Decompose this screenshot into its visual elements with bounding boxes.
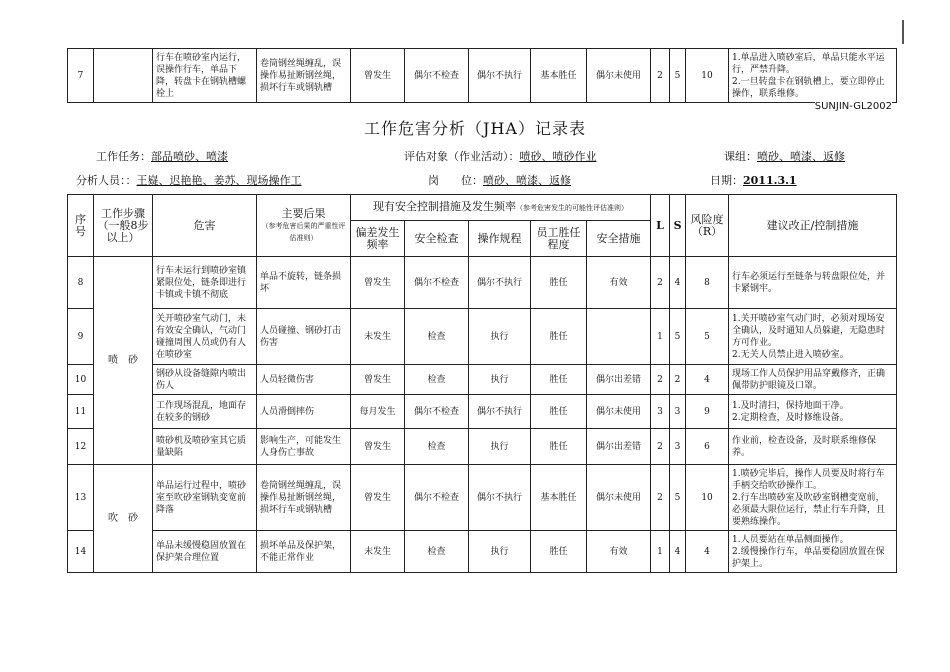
hazard-cell: 工作现场混乱，地面存在较多的钢砂 bbox=[153, 395, 257, 429]
page-title: 工作危害分析（JHA）记录表 bbox=[364, 119, 586, 138]
s-value: 3 bbox=[670, 395, 686, 429]
hazard-cell: 单品未缓慢稳固放置在保护架合理位置 bbox=[153, 531, 257, 573]
previous-page-table bbox=[67, 48, 897, 103]
l-value: 2 bbox=[651, 365, 670, 395]
analyst-label: 分析人员：： bbox=[76, 174, 137, 187]
team-value: 喷砂、喷漆、返修 bbox=[757, 150, 845, 163]
s-value: 5 bbox=[670, 49, 686, 103]
task-info bbox=[96, 148, 228, 164]
consequence-cell: 损坏单品及保护架，不能正常作业 bbox=[257, 531, 351, 573]
row-number: 13 bbox=[68, 465, 94, 531]
inspection-cell: 检查 bbox=[405, 309, 469, 365]
target-info bbox=[404, 148, 597, 164]
measures-cell: 偶尔未使用 bbox=[587, 395, 651, 429]
header-consequence bbox=[257, 195, 351, 257]
s-value: 4 bbox=[670, 257, 686, 309]
s-value: 5 bbox=[670, 465, 686, 531]
post-label: 岗 位： bbox=[428, 174, 483, 187]
table-row bbox=[68, 465, 897, 531]
measures-cell: 偶尔出差错 bbox=[587, 429, 651, 465]
competence-cell: 基本胜任 bbox=[531, 465, 587, 531]
row-number: 12 bbox=[68, 429, 94, 465]
header-suggestion: 建议改正/控制措施 bbox=[729, 195, 897, 257]
date-info bbox=[710, 172, 797, 188]
team-info bbox=[724, 148, 845, 164]
measures-cell: 有效 bbox=[587, 531, 651, 573]
jha-table bbox=[67, 194, 897, 573]
table-row bbox=[68, 309, 897, 365]
row-number: 8 bbox=[68, 257, 94, 309]
inspection-cell: 检查 bbox=[405, 429, 469, 465]
header-controls-note: （参考危害发生的可能性评估准则） bbox=[516, 204, 629, 212]
frequency-cell: 未发生 bbox=[351, 309, 405, 365]
r-value: 6 bbox=[686, 429, 729, 465]
task-label: 工作任务： bbox=[96, 150, 151, 163]
frequency-cell: 曾发生 bbox=[351, 49, 405, 103]
target-value: 喷砂、喷砂作业 bbox=[519, 150, 597, 163]
r-value: 8 bbox=[686, 257, 729, 309]
consequence-cell: 单品不旋转，链条损坏 bbox=[257, 257, 351, 309]
measures-cell: 偶尔未使用 bbox=[587, 465, 651, 531]
s-value: 3 bbox=[670, 429, 686, 465]
page-edge-mark bbox=[894, 20, 904, 44]
header-hazard: 危害 bbox=[153, 195, 257, 257]
row-number: 7 bbox=[68, 49, 94, 103]
hazard-cell: 喷砂机及喷砂室其它质量缺陷 bbox=[153, 429, 257, 465]
row-number: 14 bbox=[68, 531, 94, 573]
procedure-cell: 执行 bbox=[469, 531, 531, 573]
competence-cell: 胜任 bbox=[531, 429, 587, 465]
header-measures: 安全措施 bbox=[587, 221, 651, 257]
competence-cell: 胜任 bbox=[531, 395, 587, 429]
suggestion-cell: 1.人员要站在单品侧面操作。 2.缓慢操作行车，单品要稳固放置在保护架上。 bbox=[729, 531, 897, 573]
inspection-cell: 检查 bbox=[405, 531, 469, 573]
inspection-cell: 偶尔不检查 bbox=[405, 49, 469, 103]
procedure-cell: 执行 bbox=[469, 365, 531, 395]
s-value: 4 bbox=[670, 531, 686, 573]
s-value: 2 bbox=[670, 365, 686, 395]
document-code: SUNJIN-GL2002 bbox=[814, 101, 892, 112]
competence-cell: 基本胜任 bbox=[531, 49, 587, 103]
hazard-cell: 行车未运行到喷砂室镇紧限位处，链条即进行卡镇或卡镇不彻底 bbox=[153, 257, 257, 309]
consequence-cell: 卷筒钢丝绳缠乱，误操作易扯断钢丝绳，损坏行车或钢轨槽 bbox=[257, 49, 351, 103]
table-row bbox=[68, 395, 897, 429]
frequency-cell: 未发生 bbox=[351, 531, 405, 573]
header-consequence-label: 主要后果 bbox=[281, 206, 326, 220]
competence-cell: 胜任 bbox=[531, 257, 587, 309]
frequency-cell: 曾发生 bbox=[351, 465, 405, 531]
consequence-cell: 人员碰撞、钢砂打击伤害 bbox=[257, 309, 351, 365]
target-label: 评估对象（作业活动）： bbox=[404, 150, 520, 163]
l-value: 2 bbox=[651, 49, 670, 103]
header-competence: 员工胜任程度 bbox=[531, 221, 587, 257]
inspection-cell: 检查 bbox=[405, 365, 469, 395]
header-s: S bbox=[670, 195, 686, 257]
row-number: 11 bbox=[68, 395, 94, 429]
r-value: 10 bbox=[686, 465, 729, 531]
frequency-cell: 每月发生 bbox=[351, 395, 405, 429]
l-value: 1 bbox=[651, 309, 670, 365]
table-row bbox=[68, 257, 897, 309]
measures-cell: 偶尔出差错 bbox=[587, 365, 651, 395]
l-value: 2 bbox=[651, 429, 670, 465]
r-value: 4 bbox=[686, 531, 729, 573]
consequence-cell: 卷筒钢丝绳缠乱，误操作易扯断钢丝绳，损坏行车或钢轨槽 bbox=[257, 465, 351, 531]
hazard-cell: 单品运行过程中，喷砂室至吹砂室钢轨变宽前降落 bbox=[153, 465, 257, 531]
frequency-cell: 曾发生 bbox=[351, 429, 405, 465]
suggestion-cell: 现场工作人员保护用品穿戴修齐，正确佩带防护眼镜及口罩。 bbox=[729, 365, 897, 395]
work-step: 吹 砂 bbox=[94, 465, 153, 573]
hazard-cell: 行车在喷砂室内运行，误操作行车，单品下降，转盘卡在钢轨槽螺栓上 bbox=[153, 49, 257, 103]
table-row bbox=[68, 49, 897, 103]
header-step: 工作步骤（一般8步以上） bbox=[94, 195, 153, 257]
r-value: 5 bbox=[686, 309, 729, 365]
suggestion-cell: 1.喷砂完毕后，操作人员要及时将行车手柄交给吹砂操作工。 2.行车出喷砂室及吹砂室钢槽变宽前，必须最大限位运行，禁止行车升降，且要熟练操作。 bbox=[729, 465, 897, 531]
work-step bbox=[94, 49, 153, 103]
procedure-cell: 偶尔不执行 bbox=[469, 49, 531, 103]
r-value: 9 bbox=[686, 395, 729, 429]
header-inspection: 安全检查 bbox=[405, 221, 469, 257]
header-consequence-note: （参考危害后果的严重性评估准则） bbox=[261, 221, 346, 242]
inspection-cell: 偶尔不检查 bbox=[405, 465, 469, 531]
header-procedure: 操作规程 bbox=[469, 221, 531, 257]
date-value: 2011.3.1 bbox=[743, 174, 797, 187]
l-value: 2 bbox=[651, 465, 670, 531]
header-no: 序号 bbox=[68, 195, 94, 257]
table-row bbox=[68, 365, 897, 395]
l-value: 2 bbox=[651, 257, 670, 309]
work-step: 喷 砂 bbox=[94, 257, 153, 465]
analyst-value: 王嶷、迟艳艳、姜苏、现场操作工 bbox=[136, 174, 302, 187]
competence-cell: 胜任 bbox=[531, 365, 587, 395]
task-value: 部品喷砂、喷漆 bbox=[151, 150, 228, 163]
header-frequency: 偏差发生频率 bbox=[351, 221, 405, 257]
suggestion-cell: 1.关开喷砂室气动门时，必须对现场安全确认，及时通知人员躲避，无隐患时方可作业。 2.无关人员禁止进入喷砂室。 bbox=[729, 309, 897, 365]
date-label: 日期： bbox=[710, 174, 743, 187]
post-info bbox=[428, 172, 571, 188]
row-number: 9 bbox=[68, 309, 94, 365]
team-label: 课组： bbox=[724, 150, 757, 163]
hazard-cell: 钢砂从设备缝隙内喷出伤人 bbox=[153, 365, 257, 395]
analyst-info bbox=[76, 172, 302, 188]
post-value: 喷砂、喷漆、返修 bbox=[483, 174, 571, 187]
competence-cell: 胜任 bbox=[531, 531, 587, 573]
suggestion-cell: 作业前，检查设备，及时联系维修保养。 bbox=[729, 429, 897, 465]
r-value: 10 bbox=[686, 49, 729, 103]
header-controls-label: 现有安全控制措施及发生频率 bbox=[373, 200, 517, 213]
s-value: 5 bbox=[670, 309, 686, 365]
consequence-cell: 人员滑倒摔伤 bbox=[257, 395, 351, 429]
table-row bbox=[68, 429, 897, 465]
suggestion-cell: 行车必须运行至链条与转盘限位处，并卡紧钢牢。 bbox=[729, 257, 897, 309]
l-value: 3 bbox=[651, 395, 670, 429]
procedure-cell: 执行 bbox=[469, 309, 531, 365]
consequence-cell: 人员轻微伤害 bbox=[257, 365, 351, 395]
consequence-cell: 影响生产，可能发生人身伤亡事故 bbox=[257, 429, 351, 465]
table-row bbox=[68, 531, 897, 573]
procedure-cell: 偶尔不执行 bbox=[469, 465, 531, 531]
frequency-cell: 曾发生 bbox=[351, 365, 405, 395]
procedure-cell: 偶尔不执行 bbox=[469, 395, 531, 429]
header-controls bbox=[351, 195, 651, 221]
hazard-cell: 关开喷砂室气动门，未有效安全确认，气动门碰撞周围人员或仍有人在喷砂室 bbox=[153, 309, 257, 365]
measures-cell bbox=[587, 309, 651, 365]
procedure-cell: 偶尔不执行 bbox=[469, 257, 531, 309]
measures-cell: 偶尔未使用 bbox=[587, 49, 651, 103]
l-value: 1 bbox=[651, 531, 670, 573]
inspection-cell: 偶尔不检查 bbox=[405, 395, 469, 429]
header-l: L bbox=[651, 195, 670, 257]
row-number: 10 bbox=[68, 365, 94, 395]
competence-cell: 胜任 bbox=[531, 309, 587, 365]
suggestion-cell: 1.单品进入喷砂室后，单品只能水平运行，严禁升降。 2.一旦转盘卡在钢轨槽上，要立即停止操作，联系维修。 bbox=[729, 49, 897, 103]
header-r: 风险度（R） bbox=[686, 195, 729, 257]
frequency-cell: 曾发生 bbox=[351, 257, 405, 309]
inspection-cell: 偶尔不检查 bbox=[405, 257, 469, 309]
r-value: 4 bbox=[686, 365, 729, 395]
suggestion-cell: 1.及时清扫，保持地面干净。 2.定期检查，及时修维设备。 bbox=[729, 395, 897, 429]
measures-cell: 有效 bbox=[587, 257, 651, 309]
procedure-cell: 执行 bbox=[469, 429, 531, 465]
jha-body bbox=[68, 257, 897, 573]
